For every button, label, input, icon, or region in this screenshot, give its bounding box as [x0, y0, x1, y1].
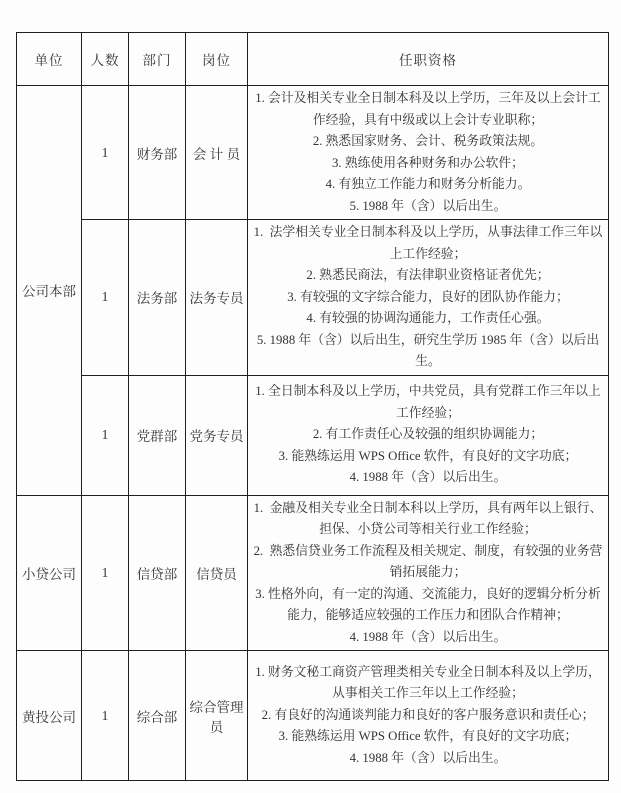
- qualifications-cell: [248, 495, 609, 651]
- qualification-item: 3. 能熟练运用 WPS Office 软件，有良好的文字功底；: [278, 448, 578, 463]
- qualification-item: 2. 有良好的沟通谈判能力和良好的客户服务意识和责任心；: [261, 707, 595, 722]
- dept-cell: 信贷部: [129, 495, 186, 651]
- post-cell: 综合管理员: [186, 651, 248, 781]
- qualification-item: 2. 熟悉国家财务、会计、税务政策法规。: [312, 134, 544, 148]
- column-header-unit: 单位: [17, 33, 82, 86]
- dept-cell: 法务部: [129, 220, 186, 376]
- column-header-post: 岗位: [186, 33, 248, 86]
- column-header-qualifications: 任职资格: [248, 33, 609, 86]
- qualification-item: 4. 1988 年（含）以后出生。: [349, 629, 507, 644]
- qualification-item: 2. 熟悉民商法，有法律职业资格证者优先；: [306, 268, 550, 282]
- qualification-item: 3. 有较强的文字综合能力，良好的团队协作能力；: [287, 289, 569, 304]
- unit-cell: 小贷公司: [17, 495, 82, 651]
- qualification-item: 4. 有独立工作能力和财务分析能力。: [325, 177, 531, 191]
- count-cell: 1: [82, 220, 129, 376]
- count-cell: 1: [82, 651, 129, 781]
- post-cell: 党务专员: [186, 375, 248, 495]
- qualification-item: 5. 1988 年（含）以后出生，研究生学历 1985 年（含）以后出生。: [256, 332, 600, 368]
- table-row: [17, 375, 609, 495]
- table-row: [17, 86, 609, 220]
- qualification-item: 4. 1988 年（含）以后出生。: [349, 750, 507, 765]
- column-header-count: 人数: [82, 33, 129, 86]
- unit-cell: 公司本部: [17, 86, 82, 496]
- table-row: [17, 651, 609, 781]
- qualification-item: 1. 全日制本科及以上学历，中共党员，具有党群工作三年以上工作经验；: [255, 384, 601, 420]
- qualification-item: 1. 金融及相关专业全日制本科以上学历，具有两年以上银行、担保、小贷公司等相关行业工作经验；: [253, 500, 603, 536]
- qualification-item: 3. 性格外向，有一定的沟通、交流能力，良好的逻辑分析分析能力，能够适应较强的工作压力和团队合作精神；: [255, 586, 601, 622]
- post-cell: 信贷员: [186, 495, 248, 651]
- qualification-item: 4. 1988 年（含）以后出生。: [349, 470, 507, 485]
- unit-cell: 黄投公司: [17, 651, 82, 781]
- qualification-item: 1. 财务文秘工商资产管理类相关专业全日制本科及以上学历，从事相关工作三年以上工作经验；: [255, 664, 601, 701]
- post-cell: 会 计 员: [186, 86, 248, 220]
- header-row: [17, 33, 609, 86]
- qualification-item: 4. 有较强的协调沟通能力，工作责任心强。: [306, 311, 550, 325]
- qualification-item: 3. 熟练使用各种财务和办公软件；: [332, 155, 524, 170]
- qualification-item: 5. 1988 年（含）以后出生。: [349, 198, 507, 213]
- column-header-dept: 部门: [129, 33, 186, 86]
- count-cell: 1: [82, 495, 129, 651]
- dept-cell: 党群部: [129, 375, 186, 495]
- qualifications-cell: [248, 651, 609, 781]
- post-cell: 法务专员: [186, 220, 248, 376]
- count-cell: 1: [82, 86, 129, 220]
- recruitment-table: [16, 32, 609, 781]
- qualification-item: 1. 法学相关专业全日制本科及以上学历，从事法律工作三年以上工作经验；: [253, 225, 603, 261]
- qualification-item: 1. 会计及相关专业全日制本科及以上学历，三年及以上会计工作经验，具有中级或以上会计专业职称；: [255, 91, 601, 127]
- qualification-item: 3. 能熟练运用 WPS Office 软件，有良好的文字功底；: [278, 729, 578, 744]
- qualifications-cell: [248, 375, 609, 495]
- dept-cell: 综合部: [129, 651, 186, 781]
- qualifications-cell: [248, 220, 609, 376]
- qualifications-cell: [248, 86, 609, 220]
- table-row: [17, 220, 609, 376]
- qualification-item: 2. 熟悉信贷业务工作流程及相关规定、制度，有较强的业务营销拓展能力；: [253, 543, 603, 579]
- dept-cell: 财务部: [129, 86, 186, 220]
- count-cell: 1: [82, 375, 129, 495]
- qualification-item: 2. 有工作责任心及较强的组织协调能力；: [312, 427, 544, 442]
- table-row: [17, 495, 609, 651]
